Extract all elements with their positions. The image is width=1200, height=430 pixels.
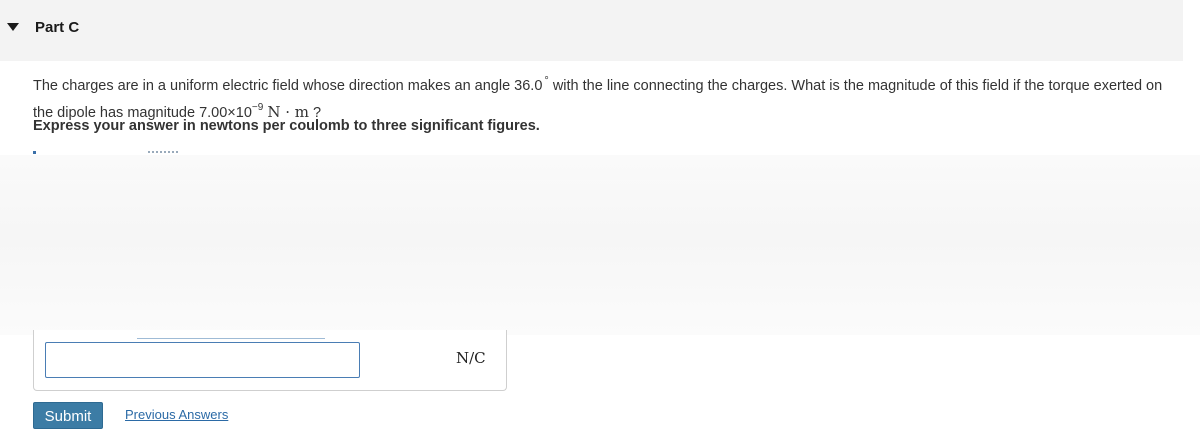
answer-unit: N/C (456, 349, 486, 367)
part-header[interactable] (0, 0, 1183, 61)
previous-answers-link[interactable]: Previous Answers (125, 407, 229, 422)
exponent: −9 (251, 102, 264, 113)
toolbar-divider (137, 338, 325, 339)
question-text-part-2: with the line connecting the charges. What is the magnitude of this field if the torque exerted on the dipole has magnitude 7.00×10 (33, 78, 1163, 121)
question-text (33, 71, 1183, 124)
submit-button[interactable]: Submit (33, 402, 103, 429)
collapse-caret-icon[interactable] (7, 23, 19, 31)
answer-input[interactable] (45, 342, 360, 378)
part-title: Part C (35, 19, 80, 36)
degree-symbol: ° (544, 75, 549, 87)
question-text-part-1: The charges are in a uniform electric field whose direction makes an angle 36.0 (33, 78, 543, 94)
torque-units: N · m (267, 103, 309, 121)
question-text-part-3: ? (308, 105, 322, 121)
math-toolbar-fragment (33, 151, 36, 154)
answer-instruction: Express your answer in newtons per coulomb to three significant figures. (33, 118, 540, 134)
obscured-region (0, 155, 1200, 335)
